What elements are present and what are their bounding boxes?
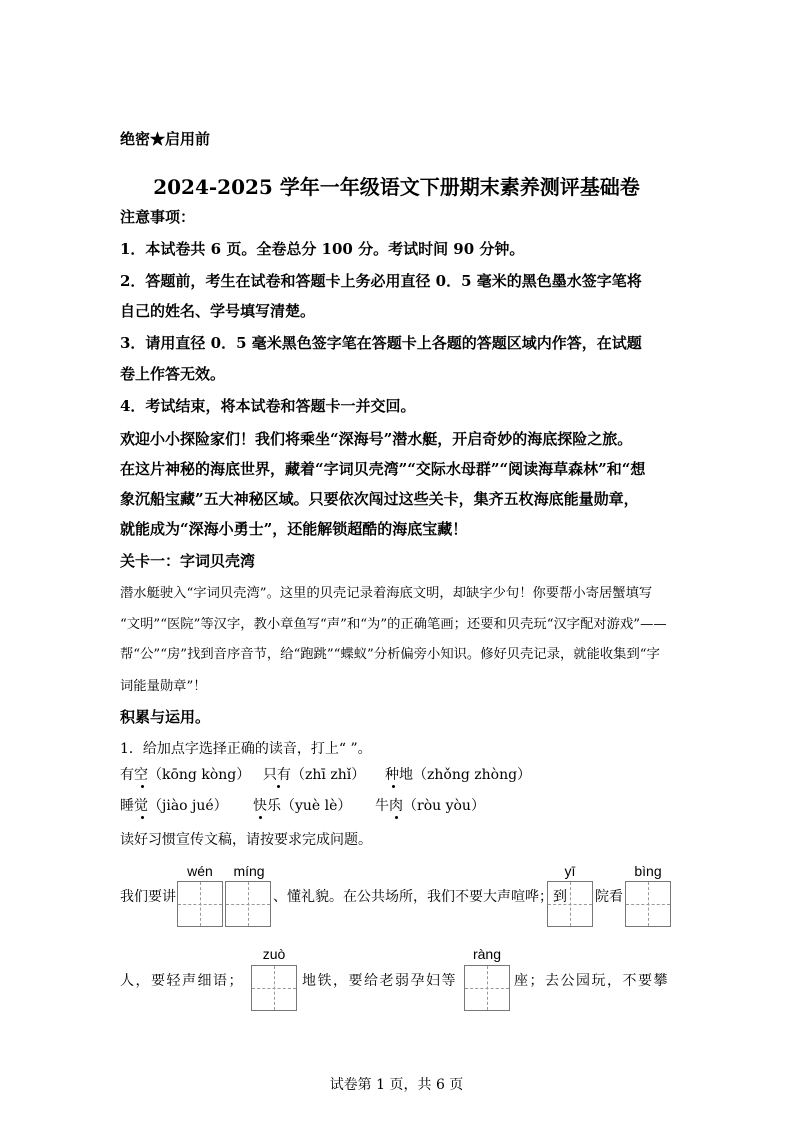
emphasis-dot	[395, 816, 398, 819]
level1-line: 潜水艇驶入“字词贝壳湾”。这里的贝壳记录着海底文明，却缺字少句！你要帮小寄居蟹填写	[120, 586, 653, 601]
q1-option: 有空（kōng kòng）	[120, 767, 251, 783]
level1-line: 帮“公”“房”找到音序音节，给“跑跳”“蝶蚁”分析偏旁小知识。修好贝壳记录，就能收集到“字	[120, 647, 660, 662]
writing-grid[interactable]	[625, 881, 671, 927]
level1-line: 词能量勋章”！	[120, 679, 207, 694]
q1-option: 只有（zhī zhǐ）	[263, 767, 366, 783]
notes-item: 3．请用直径 0．5 毫米黑色签字笔在答题卡上各题的答题区域内作答，在试题	[120, 334, 642, 352]
notes-heading: 注意事项：	[120, 208, 196, 226]
intro-line: 就能成为“深海小勇士”，还能解锁超酷的海底宝藏！	[120, 520, 468, 538]
q2-text: 人，要轻声细语；	[120, 973, 244, 989]
intro-line: 欢迎小小探险家们！我们将乘坐“深海号”潜水艇，开启奇妙的海底探险之旅。	[120, 430, 633, 448]
emphasis-dot	[277, 785, 280, 788]
q1-option: 牛肉（ròu yòu）	[375, 798, 485, 814]
section-heading: 积累与运用。	[120, 708, 211, 726]
page-footer: 试卷第 1 页，共 6 页	[329, 1077, 464, 1093]
q1-option: 快乐（yuè lè）	[253, 798, 352, 814]
writing-grid[interactable]	[547, 881, 593, 927]
intro-line: 在这片神秘的海底世界，藏着“字词贝壳湾”“交际水母群”“阅读海草森林”和“想	[120, 460, 646, 478]
notes-item: 4．考试结束，将本试卷和答题卡一并交回。	[120, 397, 416, 415]
emphasis-dot	[141, 816, 144, 819]
pinyin-label: yī	[564, 863, 576, 879]
pinyin-label: zuò	[262, 946, 286, 962]
writing-grid[interactable]	[251, 965, 297, 1011]
q1-prompt: 1．给加点字选择正确的读音，打上“ ”。	[120, 741, 372, 757]
notes-item: 自己的姓名、学号填写清楚。	[120, 302, 316, 320]
notes-item: 1．本试卷共 6 页。全卷总分 100 分。考试时间 90 分钟。	[120, 240, 525, 258]
emphasis-dot	[141, 785, 144, 788]
q2-text: 我们要讲	[120, 889, 176, 905]
notes-item: 卷上作答无效。	[120, 365, 226, 383]
pinyin-label: míng	[233, 863, 265, 879]
q1-option: 睡觉（jiào jué）	[120, 798, 228, 814]
emphasis-dot	[392, 785, 395, 788]
q2-text: 座；去公园玩，不要攀	[514, 973, 669, 989]
q2-text: 、懂礼貌。在公共场所，我们不要大声喧哗；到	[273, 889, 567, 905]
writing-grid[interactable]	[464, 965, 510, 1011]
level1-line: “文明”“医院”等汉字，教小章鱼写“声”和“为”的正确笔画；还要和贝壳玩“汉字配对游戏”——	[120, 617, 667, 632]
emphasis-dot	[259, 816, 262, 819]
q2-text: 地铁，要给老弱孕妇等	[302, 973, 457, 989]
q2-text: 院看	[595, 889, 623, 905]
writing-grid[interactable]	[177, 881, 223, 927]
pinyin-label: bìng	[634, 863, 662, 879]
pinyin-label: ràng	[472, 946, 502, 962]
intro-line: 象沉船宝藏”五大神秘区域。只要依次闯过这些关卡，集齐五枚海底能量勋章，	[120, 490, 639, 508]
confidential-label: 绝密★启用前	[120, 130, 211, 148]
exam-title: 2024-2025 学年一年级语文下册期末素养测评基础卷	[153, 175, 640, 199]
q1-option: 种地（zhǒng zhòng）	[385, 767, 532, 783]
notes-item: 2．答题前，考生在试卷和答题卡上务必用直径 0．5 毫米的黑色墨水签字笔将	[120, 272, 642, 290]
q2-prompt: 读好习惯宣传文稿，请按要求完成问题。	[120, 832, 372, 848]
writing-grid[interactable]	[225, 881, 271, 927]
level1-heading: 关卡一：字词贝壳湾	[120, 552, 256, 570]
pinyin-label: wén	[187, 863, 213, 879]
